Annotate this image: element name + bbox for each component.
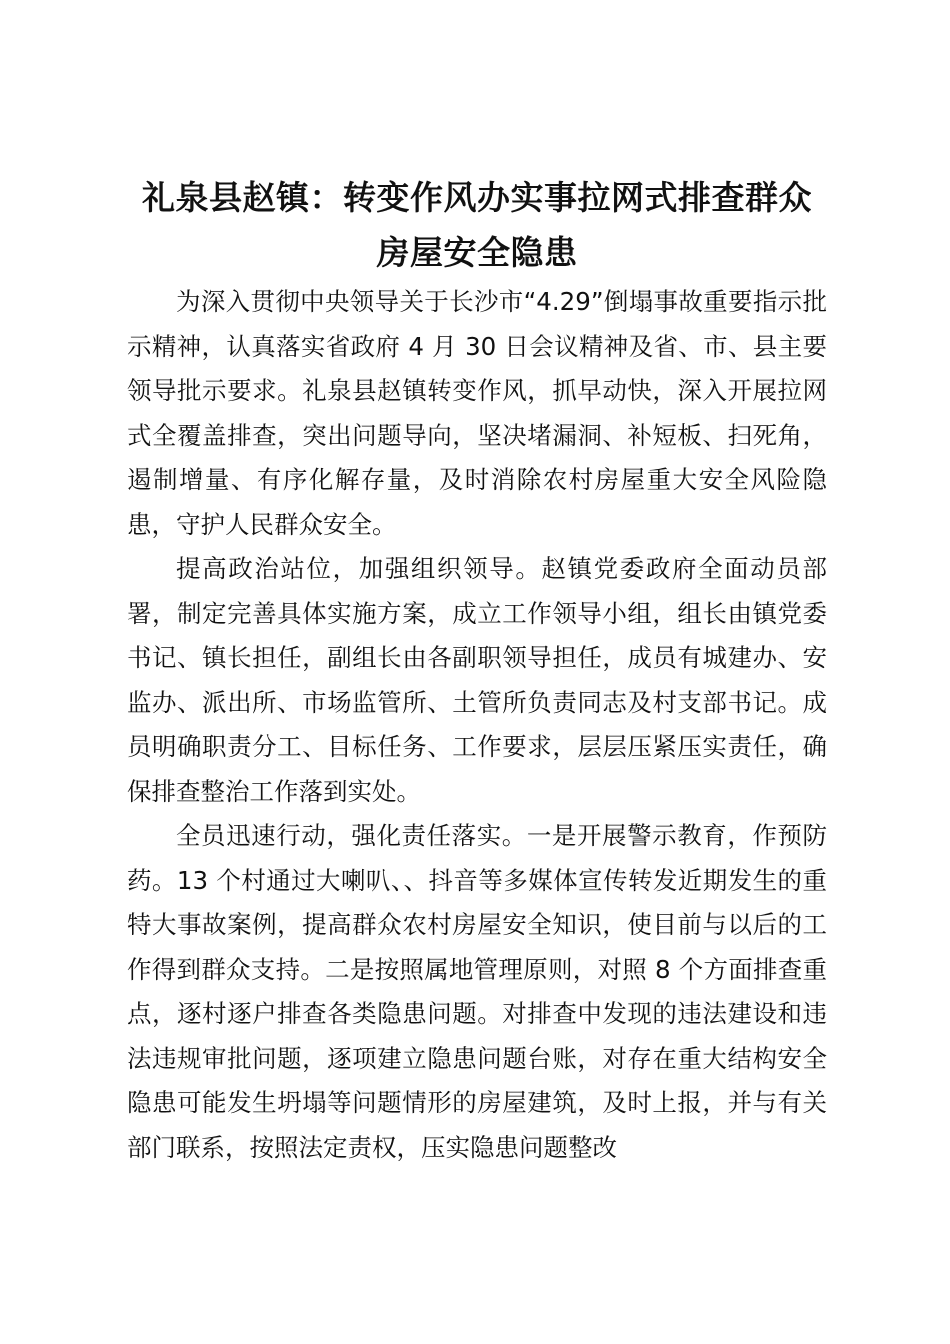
document-page: [127, 170, 827, 1170]
document-title: [127, 170, 827, 280]
title-line-1: 礼泉县赵镇：转变作风办实事拉网式排查群众: [142, 178, 812, 217]
title-line-2: 房屋安全隐患: [376, 233, 578, 272]
paragraph-organization: 提高政治站位，加强组织领导。赵镇党委政府全面动员部署，制定完善具体实施方案，成立工作领导小组，组长由镇党委书记、镇长担任，副组长由各副职领导担任，成员有城建办、安监办、派出所、市场监管所、土管所负责同志及村支部书记。成员明确职责分工、目标任务、工作要求，层层压紧压实责任，确保排查整治工作落到实处。: [127, 554, 827, 806]
document-body: [127, 280, 827, 1170]
paragraph-intro: 为深入贯彻中央领导关于长沙市“4.29”倒塌事故重要指示批示精神，认真落实省政府 4 月 30 日会议精神及省、市、县主要领导批示要求。礼泉县赵镇转变作风，抓早动快，深入开展拉网式全覆盖排查，突出问题导向，坚决堵漏洞、补短板、扫死角，遏制增量、有序化解存量，及时消除农村房屋重大安全风险隐患，守护人民群众安全。: [127, 287, 827, 539]
paragraph-action: 全员迅速行动，强化责任落实。一是开展警示教育，作预防药。13 个村通过大喇叭、、抖音等多媒体宣传转发近期发生的重特大事故案例，提高群众农村房屋安全知识，使目前与以后的工作得到群众支持。二是按照属地管理原则，对照 8 个方面排查重点，逐村逐户排查各类隐患问题。对排查中发现的违法建设和违法违规审批问题，逐项建立隐患问题台账，对存在重大结构安全隐患可能发生坍塌等问题情形的房屋建筑，及时上报，并与有关部门联系，按照法定责权，压实隐患问题整改: [127, 821, 827, 1162]
